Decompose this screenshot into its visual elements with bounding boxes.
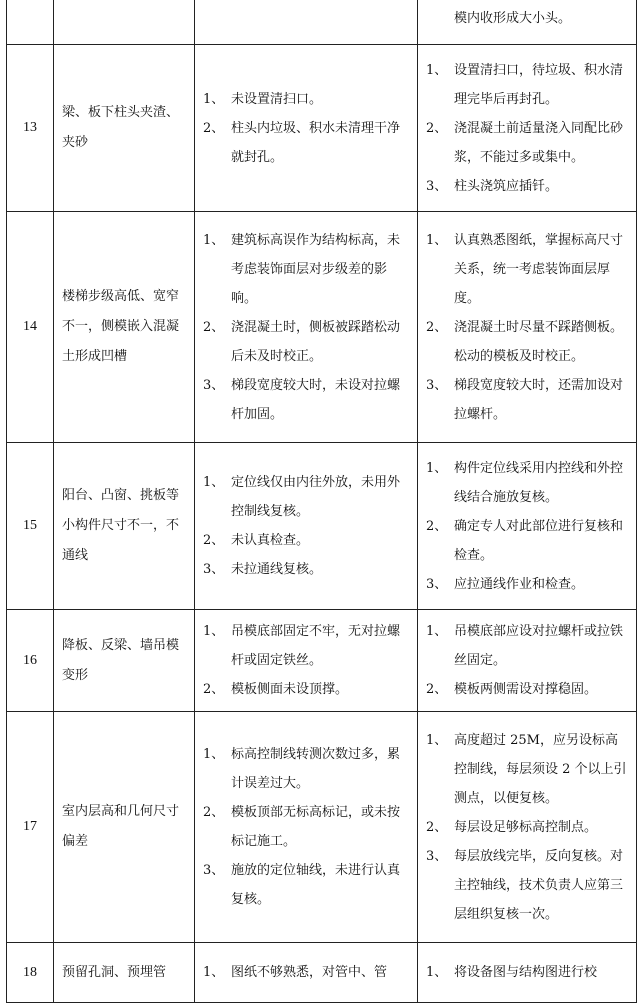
item-number: 3、	[426, 576, 448, 592]
measure-cell	[418, 443, 637, 610]
row-number	[7, 0, 54, 45]
measure-item	[426, 313, 630, 371]
cause-item	[203, 468, 411, 526]
issue-cell: 预留孔洞、预埋管	[54, 943, 195, 1003]
cause-item	[203, 226, 411, 313]
item-text: 浇混凝土时尽量不踩踏侧板。松动的模板及时校正。	[454, 319, 624, 364]
item-number: 1、	[426, 732, 448, 748]
row-number: 14	[7, 212, 54, 443]
measure-item	[426, 726, 630, 813]
row-number: 18	[7, 943, 54, 1003]
cause-item	[203, 617, 411, 675]
item-text: 认真熟悉图纸，掌握标高尺寸关系，统一考虑装饰面层厚度。	[454, 232, 624, 306]
item-number: 1、	[203, 747, 225, 762]
item-number: 2、	[426, 319, 448, 335]
item-number: 2、	[203, 533, 225, 548]
measure-item	[426, 813, 630, 842]
cause-item	[203, 740, 411, 798]
item-text: 未拉通线复核。	[231, 562, 323, 577]
row-number: 15	[7, 443, 54, 610]
item-number: 2、	[203, 805, 225, 820]
measure-item	[426, 172, 630, 201]
defects-table	[6, 0, 637, 1003]
measure-item	[426, 958, 630, 987]
item-text: 柱头内垃圾、积水未清理干净就封孔。	[231, 120, 401, 165]
table-row	[7, 712, 637, 943]
measure-cell	[418, 45, 637, 212]
issue-cell: 阳台、凸窗、挑板等小构件尺寸不一，不通线	[54, 443, 195, 610]
item-text: 设置清扫口，待垃圾、积水清理完毕后再封孔。	[454, 62, 624, 107]
item-text: 浇混凝土时，侧板被踩踏松动后未及时校正。	[231, 319, 401, 364]
item-text: 未设置清扫口。	[231, 91, 323, 107]
cause-cell	[195, 0, 418, 45]
table-row	[7, 45, 637, 212]
item-text: 高度超过 25M，应另设标高控制线，每层须设 2 个以上引测点，以便复核。	[454, 732, 627, 806]
cause-item	[203, 555, 411, 584]
row-number: 16	[7, 610, 54, 712]
table-row	[7, 212, 637, 443]
measure-item	[426, 512, 630, 570]
cause-cell	[195, 45, 418, 212]
item-text: 模内收形成大小头。	[454, 11, 572, 26]
measure-cell	[418, 0, 637, 45]
cause-item	[203, 798, 411, 856]
table-row	[7, 443, 637, 610]
cause-cell	[195, 212, 418, 443]
issue-cell	[54, 0, 195, 45]
issue-cell: 楼梯步级高低、宽窄不一，侧模嵌入混凝土形成凹槽	[54, 212, 195, 443]
measure-cell	[418, 943, 637, 1003]
item-number: 1、	[203, 232, 225, 248]
table-row	[7, 943, 637, 1003]
cause-item	[203, 313, 411, 371]
item-text: 梯段宽度较大时，未设对拉螺杆加固。	[231, 377, 401, 422]
item-text: 吊模底部固定不牢，无对拉螺杆或固定铁丝。	[231, 624, 401, 668]
item-number: 1、	[203, 475, 225, 490]
item-number: 2、	[203, 120, 225, 136]
table-row	[7, 610, 637, 712]
item-text: 定位线仅由内往外放，未用外控制线复核。	[231, 475, 401, 519]
measure-item	[426, 570, 630, 599]
item-number: 2、	[426, 120, 448, 136]
item-text: 图纸不够熟悉，对管中、管	[231, 965, 388, 980]
item-text: 模板侧面未设顶撑。	[231, 682, 349, 697]
item-number: 3、	[426, 377, 448, 393]
item-text: 每层设足够标高控制点。	[454, 819, 598, 835]
item-text: 吊模底部应设对拉螺杆或拉铁丝固定。	[454, 624, 624, 668]
measure-item	[426, 114, 630, 172]
row-number: 13	[7, 45, 54, 212]
item-number: 2、	[203, 319, 225, 335]
item-text: 确定专人对此部位进行复核和检查。	[454, 518, 624, 563]
item-text: 应拉通线作业和检查。	[454, 576, 585, 592]
cause-cell	[195, 443, 418, 610]
item-number: 3、	[203, 377, 225, 393]
cause-item	[203, 856, 411, 914]
measure-item	[426, 454, 630, 512]
item-number: 2、	[426, 682, 448, 697]
cause-cell	[195, 610, 418, 712]
item-text: 将设备图与结构图进行校	[454, 965, 598, 980]
item-number: 3、	[426, 848, 448, 864]
item-text: 施放的定位轴线，未进行认真复核。	[231, 863, 401, 907]
item-text: 模板顶部无标高标记，或未按标记施工。	[231, 805, 401, 849]
cause-item	[203, 958, 411, 987]
issue-cell: 室内层高和几何尺寸偏差	[54, 712, 195, 943]
item-text: 构件定位线采用内控线和外控线结合施放复核。	[454, 460, 624, 505]
cause-cell	[195, 712, 418, 943]
item-text: 模板两侧需设对撑稳固。	[454, 682, 598, 697]
item-number: 1、	[203, 624, 225, 639]
measure-item	[426, 371, 630, 429]
table-row	[7, 0, 637, 45]
measure-item	[426, 617, 630, 675]
cause-item	[203, 85, 411, 114]
item-number: 2、	[426, 518, 448, 534]
cause-item	[203, 526, 411, 555]
item-text: 梯段宽度较大时，还需加设对拉螺杆。	[454, 377, 624, 422]
item-number: 1、	[426, 62, 448, 78]
item-number: 1、	[426, 232, 448, 248]
item-text: 每层放线完毕，反向复核。对主控轴线，技术负责人应第三层组织复核一次。	[454, 848, 624, 922]
issue-cell: 梁、板下柱头夹渣、夹砂	[54, 45, 195, 212]
item-number: 1、	[203, 91, 225, 107]
item-text: 柱头浇筑应插钎。	[454, 178, 559, 194]
issue-cell: 降板、反梁、墙吊模变形	[54, 610, 195, 712]
item-text: 未认真检查。	[231, 533, 310, 548]
measure-item	[426, 56, 630, 114]
item-text: 建筑标高误作为结构标高，未考虑装饰面层对步级差的影响。	[231, 232, 401, 306]
cause-cell	[195, 943, 418, 1003]
item-number: 3、	[203, 863, 225, 878]
item-number: 3、	[426, 178, 448, 194]
measure-cell	[418, 212, 637, 443]
cause-item	[203, 114, 411, 172]
measure-item	[426, 4, 630, 33]
measure-cell	[418, 712, 637, 943]
item-number: 3、	[203, 562, 225, 577]
item-number: 2、	[203, 682, 225, 697]
measure-cell	[418, 610, 637, 712]
cause-item	[203, 371, 411, 429]
measure-item	[426, 842, 630, 929]
item-text: 浇混凝土前适量浇入同配比砂浆，不能过多或集中。	[454, 120, 624, 165]
item-number: 1、	[426, 460, 448, 476]
measure-item	[426, 226, 630, 313]
item-number: 1、	[426, 624, 448, 639]
item-number: 1、	[203, 965, 225, 980]
item-number: 2、	[426, 819, 448, 835]
item-number	[426, 4, 454, 33]
cause-item	[203, 675, 411, 704]
table-body	[7, 0, 637, 1003]
measure-item	[426, 675, 630, 704]
item-number: 1、	[426, 965, 448, 980]
row-number: 17	[7, 712, 54, 943]
item-text: 标高控制线转测次数过多，累计误差过大。	[231, 747, 401, 791]
